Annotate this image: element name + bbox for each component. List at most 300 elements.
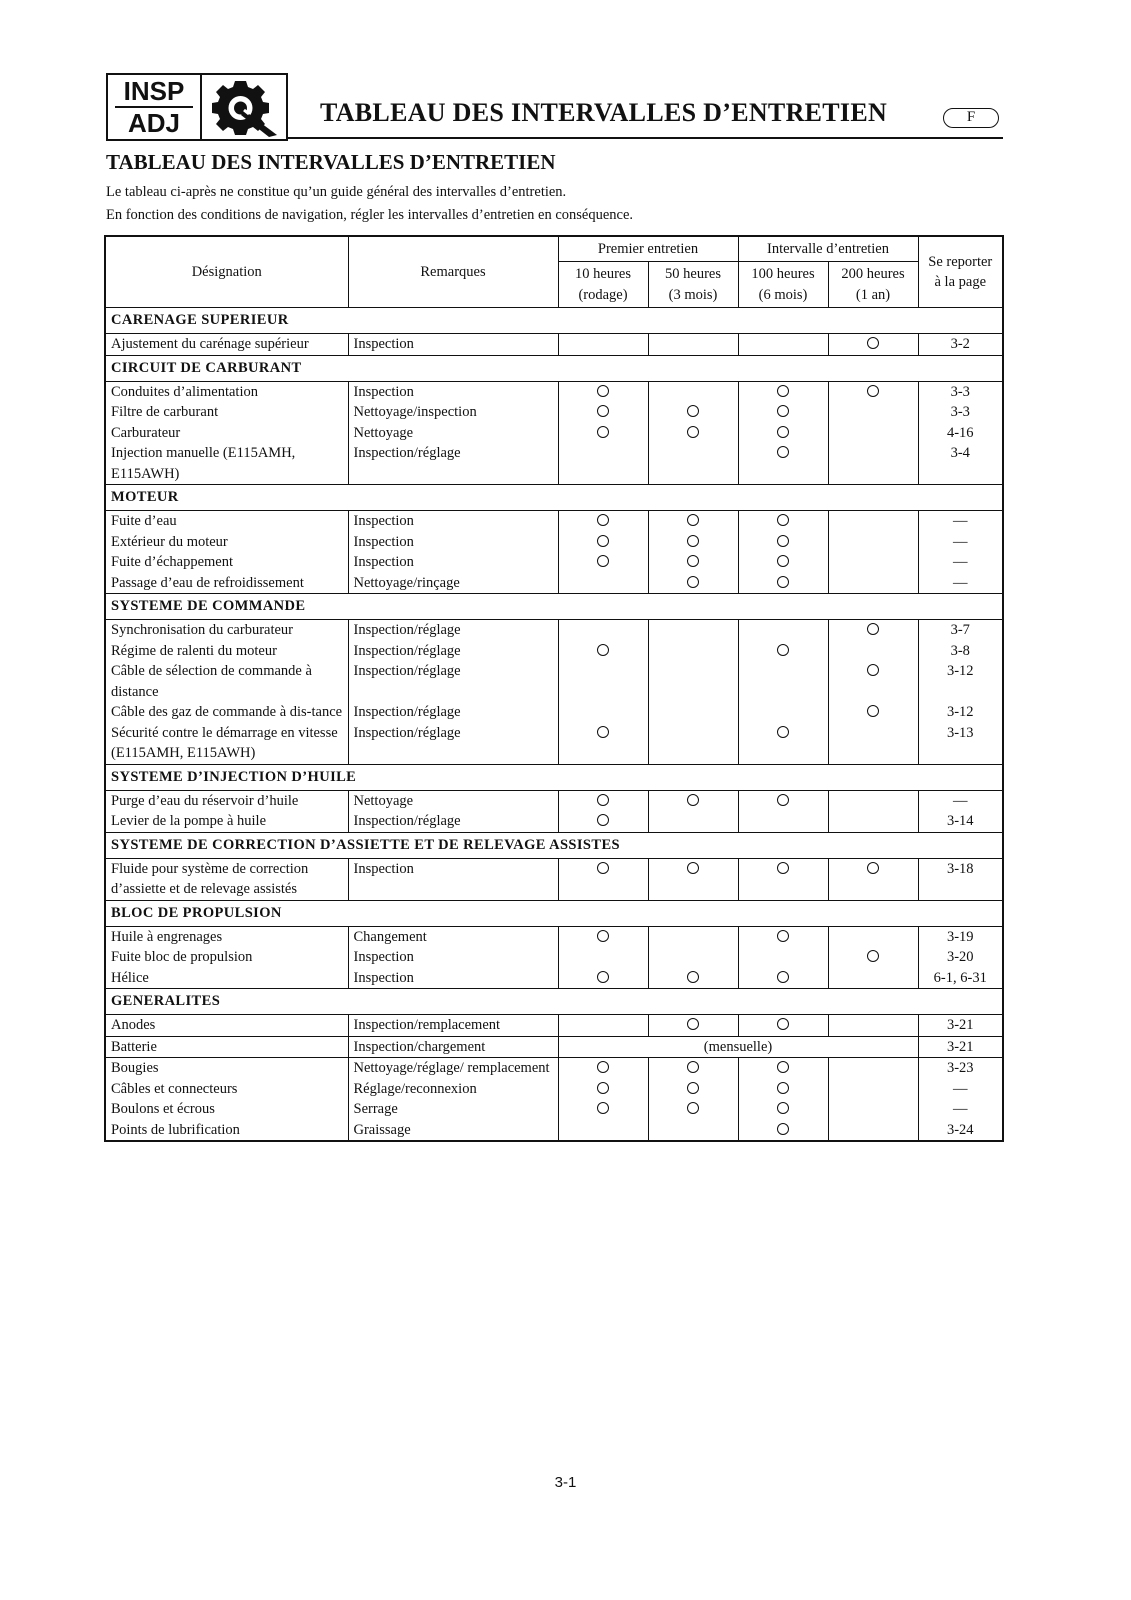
table-row (105, 811, 1003, 832)
page-number: 3-1 (554, 1474, 577, 1491)
col-10h: 10 heures (rodage) (558, 262, 648, 308)
row-remarks: Inspection (348, 381, 558, 402)
interval-cell (738, 511, 828, 532)
section-header: SYSTEME DE COMMANDE (105, 594, 1003, 620)
circle-mark-icon (777, 1082, 789, 1094)
table-row (105, 423, 1003, 444)
section-header-row (105, 832, 1003, 858)
circle-mark-icon (597, 405, 609, 417)
interval-cell (828, 443, 918, 485)
interval-cell (648, 573, 738, 594)
row-designation: Passage d’eau de refroidissement (105, 573, 348, 594)
interval-cell (648, 723, 738, 765)
circle-mark-icon (777, 971, 789, 983)
row-remarks: Inspection (348, 947, 558, 968)
row-designation: Conduites d’alimentation (105, 381, 348, 402)
row-designation: Points de lubrification (105, 1120, 348, 1142)
interval-cell (828, 1099, 918, 1120)
table-row (105, 790, 1003, 811)
row-designation: Purge d’eau du réservoir d’huile (105, 790, 348, 811)
row-page-ref: — (918, 790, 1003, 811)
interval-cell (828, 1120, 918, 1142)
section-badge (106, 73, 288, 141)
circle-mark-icon (687, 514, 699, 526)
badge-top-text: INSP (123, 76, 185, 106)
circle-mark-icon (597, 814, 609, 826)
table-row (105, 511, 1003, 532)
interval-cell (648, 702, 738, 723)
row-page-ref: — (918, 532, 1003, 553)
interval-cell (648, 443, 738, 485)
col-ref: Se reporter à la page (918, 236, 1003, 308)
row-page-ref: 3-19 (918, 926, 1003, 947)
circle-mark-icon (597, 971, 609, 983)
row-designation: Sécurité contre le démarrage en vitesse (E115AMH, E115AWH) (105, 723, 348, 765)
row-remarks: Inspection/réglage (348, 811, 558, 832)
interval-cell (558, 573, 648, 594)
interval-cell (558, 511, 648, 532)
table-row (105, 1120, 1003, 1142)
table-row (105, 443, 1003, 485)
row-designation: Carburateur (105, 423, 348, 444)
section-header: SYSTEME D’INJECTION D’HUILE (105, 764, 1003, 790)
circle-mark-icon (687, 535, 699, 547)
col-50h: 50 heures (3 mois) (648, 262, 738, 308)
row-designation: Anodes (105, 1015, 348, 1037)
circle-mark-icon (777, 446, 789, 458)
interval-cell (558, 423, 648, 444)
interval-cell (828, 402, 918, 423)
interval-cell (828, 790, 918, 811)
row-remarks: Inspection/réglage (348, 641, 558, 662)
circle-mark-icon (777, 555, 789, 567)
row-page-ref: 3-13 (918, 723, 1003, 765)
wrench-icon (202, 75, 286, 139)
interval-cell (558, 723, 648, 765)
row-remarks: Inspection (348, 858, 558, 900)
interval-cell (738, 402, 828, 423)
interval-cell (828, 702, 918, 723)
row-page-ref: 3-18 (918, 858, 1003, 900)
interval-cell (738, 926, 828, 947)
interval-cell (738, 968, 828, 989)
circle-mark-icon (867, 705, 879, 717)
interval-cell (558, 532, 648, 553)
circle-mark-icon (867, 950, 879, 962)
interval-cell (738, 790, 828, 811)
section-title: TABLEAU DES INTERVALLES D’ENTRETIEN (106, 150, 556, 174)
circle-mark-icon (597, 644, 609, 656)
circle-mark-icon (777, 405, 789, 417)
circle-mark-icon (687, 794, 699, 806)
row-remarks: Nettoyage (348, 790, 558, 811)
interval-cell (828, 532, 918, 553)
circle-mark-icon (597, 862, 609, 874)
circle-mark-icon (597, 1102, 609, 1114)
intro-line: En fonction des conditions de navigation, régler les intervalles d’entretien en conséquence. (106, 207, 634, 223)
interval-cell (738, 947, 828, 968)
section-header: BLOC DE PROPULSION (105, 900, 1003, 926)
row-page-ref: 3-8 (918, 641, 1003, 662)
table-row (105, 968, 1003, 989)
row-remarks: Nettoyage/rinçage (348, 573, 558, 594)
col-interval: Intervalle d’entretien (738, 236, 918, 262)
row-remarks: Nettoyage/réglage/ remplacement (348, 1058, 558, 1079)
interval-cell (648, 1058, 738, 1079)
section-header-row (105, 308, 1003, 334)
row-designation: Fuite d’eau (105, 511, 348, 532)
interval-cell (738, 1120, 828, 1142)
row-page-ref: — (918, 1079, 1003, 1100)
interval-cell (738, 858, 828, 900)
interval-cell (648, 661, 738, 702)
interval-cell (558, 381, 648, 402)
table-row (105, 381, 1003, 402)
section-header-row (105, 900, 1003, 926)
circle-mark-icon (597, 535, 609, 547)
interval-cell (558, 1099, 648, 1120)
interval-cell (648, 620, 738, 641)
interval-cell (558, 790, 648, 811)
interval-cell (648, 641, 738, 662)
interval-cell (828, 1015, 918, 1037)
table-row (105, 1015, 1003, 1037)
circle-mark-icon (867, 337, 879, 349)
interval-cell (828, 968, 918, 989)
interval-cell (648, 1015, 738, 1037)
interval-cell (648, 1079, 738, 1100)
interval-cell (558, 926, 648, 947)
circle-mark-icon (777, 1102, 789, 1114)
circle-mark-icon (777, 1018, 789, 1030)
interval-cell (828, 811, 918, 832)
table-row (105, 552, 1003, 573)
interval-cell (828, 947, 918, 968)
row-page-ref: 3-3 (918, 402, 1003, 423)
table-body (105, 308, 1003, 1142)
header-rule (288, 137, 1003, 139)
interval-cell (558, 1079, 648, 1100)
circle-mark-icon (777, 930, 789, 942)
circle-mark-icon (777, 426, 789, 438)
row-remarks: Inspection (348, 552, 558, 573)
interval-cell (738, 423, 828, 444)
section-header-row (105, 594, 1003, 620)
col-200h: 200 heures (1 an) (828, 262, 918, 308)
col-remarks: Remarques (348, 236, 558, 308)
row-page-ref: 3-3 (918, 381, 1003, 402)
interval-cell (558, 968, 648, 989)
row-remarks: Inspection/réglage (348, 723, 558, 765)
row-designation: Synchronisation du carburateur (105, 620, 348, 641)
circle-mark-icon (597, 426, 609, 438)
circle-mark-icon (597, 555, 609, 567)
row-page-ref: — (918, 573, 1003, 594)
interval-cell (828, 641, 918, 662)
row-page-ref: — (918, 552, 1003, 573)
row-designation: Câbles et connecteurs (105, 1079, 348, 1100)
row-designation: Câble de sélection de commande à distance (105, 661, 348, 702)
circle-mark-icon (777, 535, 789, 547)
interval-cell (828, 334, 918, 356)
circle-mark-icon (687, 426, 699, 438)
row-remarks: Inspection/chargement (348, 1036, 558, 1058)
circle-mark-icon (687, 405, 699, 417)
row-remarks: Inspection/réglage (348, 620, 558, 641)
row-designation: Hélice (105, 968, 348, 989)
table-row (105, 947, 1003, 968)
circle-mark-icon (687, 1082, 699, 1094)
circle-mark-icon (867, 385, 879, 397)
interval-cell (648, 402, 738, 423)
interval-cell (738, 443, 828, 485)
row-remarks: Réglage/reconnexion (348, 1079, 558, 1100)
table-row (105, 641, 1003, 662)
circle-mark-icon (777, 514, 789, 526)
row-designation: Fuite bloc de propulsion (105, 947, 348, 968)
table-row (105, 402, 1003, 423)
section-header: SYSTEME DE CORRECTION D’ASSIETTE ET DE RELEVAGE ASSISTES (105, 832, 1003, 858)
section-header: GENERALITES (105, 989, 1003, 1015)
circle-mark-icon (777, 726, 789, 738)
circle-mark-icon (597, 930, 609, 942)
row-page-ref: 3-21 (918, 1015, 1003, 1037)
interval-cell (738, 723, 828, 765)
interval-cell (828, 661, 918, 702)
section-header-row (105, 764, 1003, 790)
interval-cell (558, 858, 648, 900)
maintenance-table (104, 235, 1004, 1142)
row-designation: Levier de la pompe à huile (105, 811, 348, 832)
row-remarks: Graissage (348, 1120, 558, 1142)
row-remarks: Inspection/remplacement (348, 1015, 558, 1037)
row-page-ref: 3-12 (918, 702, 1003, 723)
circle-mark-icon (687, 862, 699, 874)
interval-cell (648, 334, 738, 356)
interval-cell (558, 702, 648, 723)
circle-mark-icon (867, 623, 879, 635)
row-designation: Extérieur du moteur (105, 532, 348, 553)
row-page-ref: — (918, 511, 1003, 532)
table-row (105, 858, 1003, 900)
language-badge: F (943, 108, 999, 128)
interval-cell (558, 1058, 648, 1079)
col-100h: 100 heures (6 mois) (738, 262, 828, 308)
table-row (105, 620, 1003, 641)
circle-mark-icon (687, 1102, 699, 1114)
circle-mark-icon (777, 644, 789, 656)
circle-mark-icon (777, 862, 789, 874)
circle-mark-icon (777, 385, 789, 397)
row-designation: Injection manuelle (E115AMH, E115AWH) (105, 443, 348, 485)
interval-cell (558, 661, 648, 702)
row-remarks: Inspection (348, 532, 558, 553)
interval-cell (558, 402, 648, 423)
table-row (105, 702, 1003, 723)
interval-cell (648, 511, 738, 532)
interval-cell (558, 443, 648, 485)
interval-cell (648, 790, 738, 811)
interval-cell (828, 511, 918, 532)
interval-cell (738, 641, 828, 662)
interval-cell (648, 947, 738, 968)
interval-cell (558, 552, 648, 573)
row-page-ref: 3-24 (918, 1120, 1003, 1142)
interval-cell (738, 1079, 828, 1100)
insp-adj-label (108, 75, 202, 139)
interval-cell (828, 926, 918, 947)
interval-cell (738, 573, 828, 594)
section-header: CARENAGE SUPERIEUR (105, 308, 1003, 334)
interval-cell (558, 1015, 648, 1037)
header-title: TABLEAU DES INTERVALLES D’ENTRETIEN (320, 98, 888, 127)
row-designation: Boulons et écrous (105, 1099, 348, 1120)
circle-mark-icon (777, 576, 789, 588)
interval-cell (828, 381, 918, 402)
interval-cell (558, 620, 648, 641)
interval-cell (738, 811, 828, 832)
interval-cell (558, 334, 648, 356)
interval-cell (738, 661, 828, 702)
row-designation: Fuite d’échappement (105, 552, 348, 573)
interval-cell (648, 1099, 738, 1120)
interval-cell (648, 1120, 738, 1142)
interval-cell (648, 811, 738, 832)
table-row (105, 661, 1003, 702)
row-remarks: Changement (348, 926, 558, 947)
interval-cell (738, 1099, 828, 1120)
interval-cell (828, 552, 918, 573)
circle-mark-icon (777, 794, 789, 806)
circle-mark-icon (597, 1082, 609, 1094)
badge-bottom-text: ADJ (127, 108, 180, 138)
interval-cell (648, 552, 738, 573)
table-row (105, 1079, 1003, 1100)
interval-cell (738, 620, 828, 641)
interval-cell (558, 811, 648, 832)
interval-cell (828, 620, 918, 641)
interval-cell (738, 334, 828, 356)
intro-text (106, 181, 633, 227)
interval-cell (648, 532, 738, 553)
circle-mark-icon (597, 385, 609, 397)
row-page-ref: 3-14 (918, 811, 1003, 832)
col-first-service: Premier entretien (558, 236, 738, 262)
row-page-ref: 3-12 (918, 661, 1003, 702)
row-remarks: Inspection/réglage (348, 702, 558, 723)
interval-cell (648, 858, 738, 900)
intro-line: Le tableau ci-après ne constitue qu’un guide général des intervalles d’entretien. (106, 184, 567, 200)
interval-span: (mensuelle) (558, 1036, 918, 1058)
circle-mark-icon (597, 726, 609, 738)
row-designation: Ajustement du carénage supérieur (105, 334, 348, 356)
interval-cell (738, 381, 828, 402)
row-page-ref: 3-7 (918, 620, 1003, 641)
row-designation: Câble des gaz de commande à dis-tance (105, 702, 348, 723)
interval-cell (828, 858, 918, 900)
interval-cell (648, 381, 738, 402)
row-page-ref: 3-2 (918, 334, 1003, 356)
row-designation: Filtre de carburant (105, 402, 348, 423)
interval-cell (558, 641, 648, 662)
interval-cell (738, 532, 828, 553)
section-header-row (105, 989, 1003, 1015)
table-row (105, 334, 1003, 356)
row-remarks: Inspection (348, 334, 558, 356)
interval-cell (738, 1015, 828, 1037)
circle-mark-icon (777, 1123, 789, 1135)
row-page-ref: 3-20 (918, 947, 1003, 968)
row-designation: Bougies (105, 1058, 348, 1079)
circle-mark-icon (687, 971, 699, 983)
row-designation: Fluide pour système de correction d’assiette et de relevage assistés (105, 858, 348, 900)
interval-cell (648, 968, 738, 989)
row-page-ref: 3-23 (918, 1058, 1003, 1079)
interval-cell (828, 723, 918, 765)
section-header: MOTEUR (105, 485, 1003, 511)
interval-cell (828, 1079, 918, 1100)
row-remarks: Inspection/réglage (348, 443, 558, 485)
row-page-ref: 6-1, 6-31 (918, 968, 1003, 989)
table-row (105, 1058, 1003, 1079)
section-header: CIRCUIT DE CARBURANT (105, 355, 1003, 381)
row-page-ref: 4-16 (918, 423, 1003, 444)
row-remarks: Inspection (348, 511, 558, 532)
circle-mark-icon (867, 862, 879, 874)
circle-mark-icon (597, 1061, 609, 1073)
table-row (105, 532, 1003, 553)
interval-cell (828, 423, 918, 444)
section-header-row (105, 355, 1003, 381)
interval-cell (738, 552, 828, 573)
table-row (105, 723, 1003, 765)
circle-mark-icon (687, 576, 699, 588)
col-designation: Désignation (105, 236, 348, 308)
circle-mark-icon (777, 1061, 789, 1073)
interval-cell (828, 1058, 918, 1079)
interval-cell (558, 947, 648, 968)
table-row (105, 1099, 1003, 1120)
interval-cell (828, 573, 918, 594)
circle-mark-icon (687, 1061, 699, 1073)
row-designation: Batterie (105, 1036, 348, 1058)
table-row (105, 1036, 1003, 1058)
row-remarks: Nettoyage (348, 423, 558, 444)
row-remarks: Inspection/réglage (348, 661, 558, 702)
row-remarks: Serrage (348, 1099, 558, 1120)
interval-cell (648, 926, 738, 947)
interval-cell (558, 1120, 648, 1142)
row-page-ref: 3-4 (918, 443, 1003, 485)
interval-cell (738, 702, 828, 723)
interval-cell (738, 1058, 828, 1079)
row-remarks: Inspection (348, 968, 558, 989)
circle-mark-icon (687, 555, 699, 567)
circle-mark-icon (597, 794, 609, 806)
circle-mark-icon (867, 664, 879, 676)
interval-cell (648, 423, 738, 444)
row-designation: Régime de ralenti du moteur (105, 641, 348, 662)
row-page-ref: 3-21 (918, 1036, 1003, 1058)
row-page-ref: — (918, 1099, 1003, 1120)
row-designation: Huile à engrenages (105, 926, 348, 947)
circle-mark-icon (597, 514, 609, 526)
table-row (105, 573, 1003, 594)
table-row (105, 926, 1003, 947)
row-remarks: Nettoyage/inspection (348, 402, 558, 423)
circle-mark-icon (687, 1018, 699, 1030)
section-header-row (105, 485, 1003, 511)
